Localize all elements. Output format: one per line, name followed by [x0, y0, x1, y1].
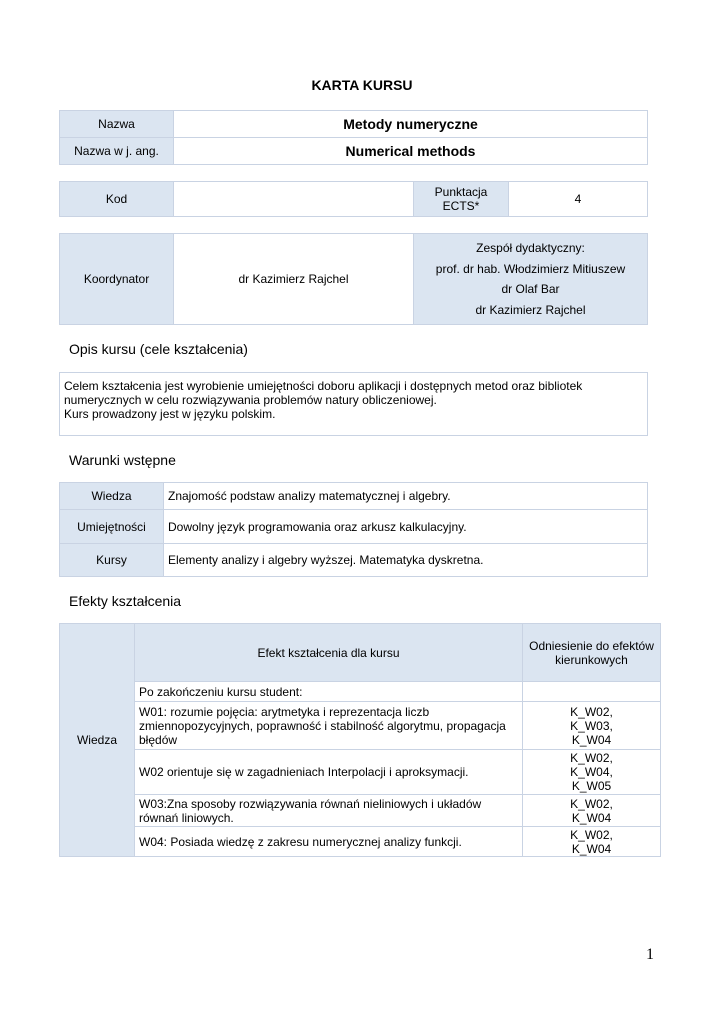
prereq-value-courses: Elementy analizy i algebry wyższej. Matematyka dyskretna. — [164, 544, 648, 577]
description-line: Kurs prowadzony jest w języku polskim. — [64, 407, 276, 421]
outcome-ref: K_W02, — [570, 796, 613, 811]
outcome-ref: K_W04, — [570, 765, 613, 779]
outcomes-intro: Po zakończeniu kursu student: — [135, 682, 523, 702]
ects-label-line1: Punktacja — [434, 185, 488, 199]
outcome-line: W04: Posiada wiedzę z zakresu numerycznej analizy funkcji. — [139, 834, 462, 849]
outcomes-intro-ref — [523, 682, 661, 702]
prereq-value-knowledge: Znajomość podstaw analizy matematycznej i algebry. — [164, 483, 648, 510]
outcome-ref: K_W02, — [570, 704, 613, 719]
outcome-ref: K_W04 — [571, 810, 612, 825]
prerequisites-table — [59, 482, 648, 577]
outcome-line: W03:Zna sposoby rozwiązywania równań nieliniowych i układów — [139, 796, 482, 811]
prereq-label-knowledge: Wiedza — [60, 483, 164, 510]
outcomes-heading: Efekty kształcenia — [69, 593, 182, 609]
name-value: Metody numeryczne — [174, 111, 648, 138]
outcome-refs — [523, 750, 661, 795]
outcome-text — [135, 827, 523, 857]
outcome-text — [135, 750, 523, 795]
coordinator-value: dr Kazimierz Rajchel — [174, 234, 414, 325]
outcomes-row-label: Wiedza — [60, 624, 135, 857]
outcomes-col-effect: Efekt kształcenia dla kursu — [135, 624, 523, 682]
course-name-table — [59, 110, 648, 165]
ects-label-line2: ECTS* — [442, 199, 480, 213]
outcome-refs — [523, 702, 661, 750]
outcome-ref: K_W05 — [571, 779, 612, 793]
outcome-ref: K_W04 — [571, 841, 612, 856]
ects-label — [414, 182, 509, 217]
prereq-value-skills: Dowolny język programowania oraz arkusz kalkulacyjny. — [164, 510, 648, 544]
outcomes-col-reference — [523, 624, 661, 682]
prereq-label-skills: Umiejętności — [60, 510, 164, 544]
name-en-label: Nazwa w j. ang. — [60, 138, 174, 165]
description-table — [59, 372, 648, 436]
description-cell — [60, 373, 648, 436]
coordinator-label: Koordynator — [60, 234, 174, 325]
outcome-ref: K_W02, — [570, 827, 613, 842]
prereq-label-courses: Kursy — [60, 544, 164, 577]
outcome-refs — [523, 795, 661, 827]
coordinator-table — [59, 233, 648, 325]
prerequisites-heading: Warunki wstępne — [69, 452, 176, 468]
code-ects-table — [59, 181, 648, 217]
team-member: dr Kazimierz Rajchel — [475, 302, 586, 317]
outcome-line: W01: rozumie pojęcia: arytmetyka i reprezentacja liczb — [139, 704, 430, 719]
teaching-team — [414, 234, 648, 325]
name-en-value: Numerical methods — [174, 138, 648, 165]
description-line: Celem kształcenia jest wyrobienie umiejętności doboru aplikacji i dostępnych metod oraz bibliotek — [64, 379, 583, 393]
document-title: KARTA KURSU — [311, 77, 413, 93]
code-value — [174, 182, 414, 217]
outcome-line: błędów — [139, 732, 178, 747]
outcome-text — [135, 795, 523, 827]
outcome-line: W02 orientuje się w zagadnieniach Interpolacji i aproksymacji. — [139, 765, 469, 779]
team-heading: Zespół dydaktyczny: — [476, 241, 585, 255]
outcome-text — [135, 702, 523, 750]
team-member: dr Olaf Bar — [501, 282, 560, 296]
outcome-line: równań liniowych. — [139, 810, 234, 825]
name-label: Nazwa — [60, 111, 174, 138]
page-number: 1 — [646, 946, 654, 963]
code-label: Kod — [60, 182, 174, 217]
ects-value: 4 — [509, 182, 648, 217]
description-line: numerycznych w celu rozwiązywania problemów natury obliczeniowej. — [64, 393, 437, 407]
outcome-ref: K_W04 — [571, 732, 612, 747]
col-ref-line2: kierunkowych — [555, 652, 628, 667]
outcome-ref: K_W03, — [570, 718, 613, 733]
outcome-refs — [523, 827, 661, 857]
team-member: prof. dr hab. Włodzimierz Mitiuszew — [435, 261, 626, 276]
outcomes-table — [59, 623, 661, 857]
description-heading: Opis kursu (cele kształcenia) — [69, 341, 248, 357]
outcome-ref: K_W02, — [570, 751, 613, 765]
col-ref-line1: Odniesienie do efektów — [529, 638, 654, 653]
outcome-line: zmiennopozycyjnych, poprawność i stabilność algorytmu, propagacja — [139, 718, 506, 733]
